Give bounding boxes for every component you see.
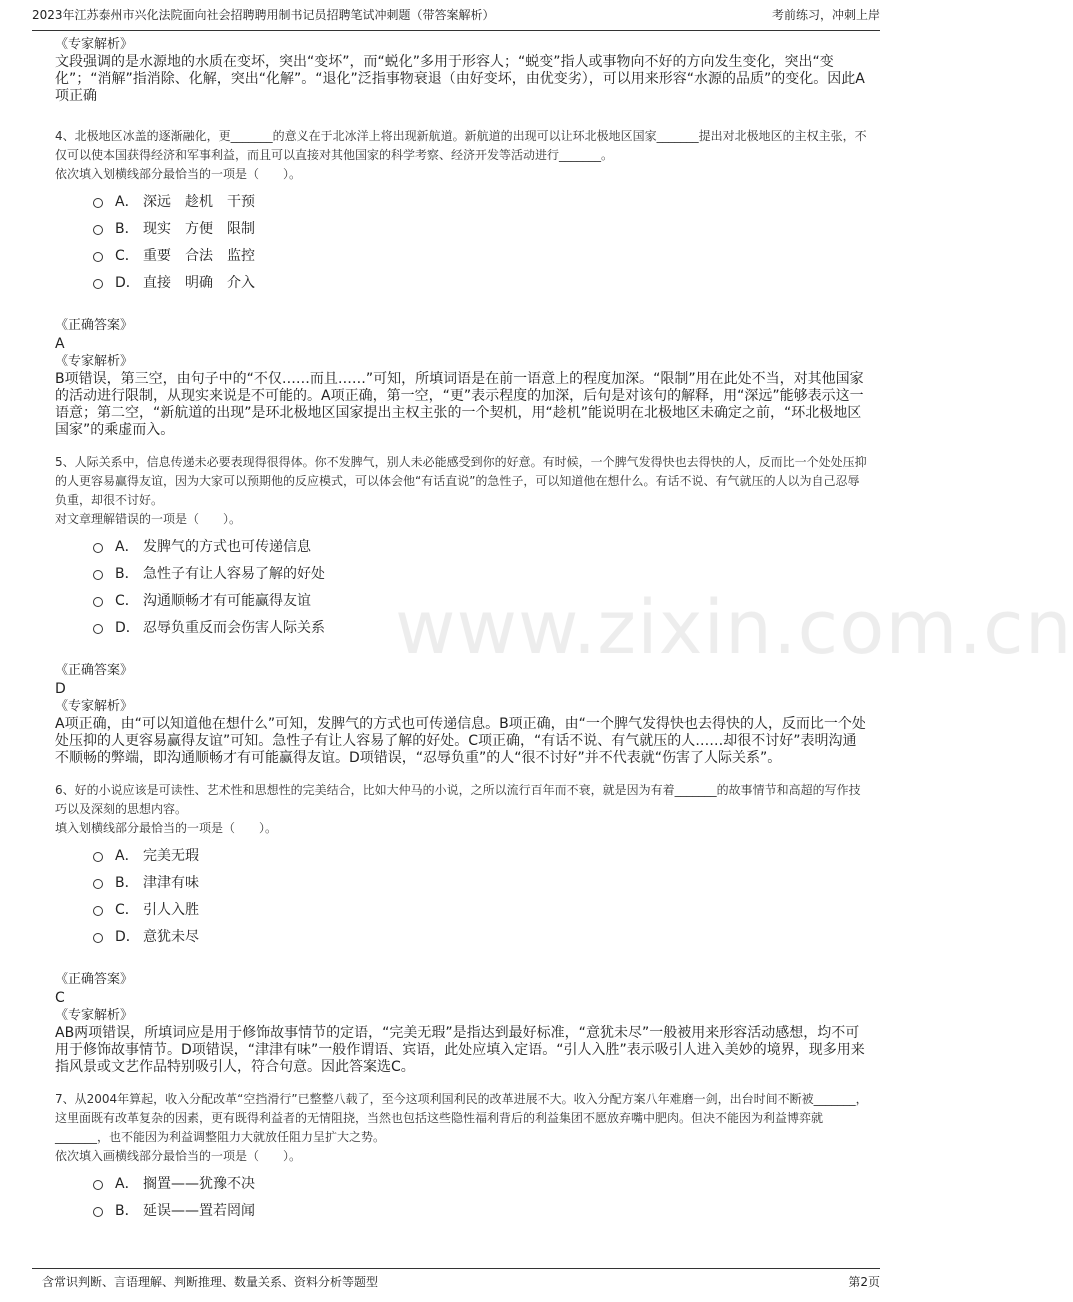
- explanation-text: A项正确，由“可以知道他在想什么”可知，发脾气的方式也可传递信息。B项正确，由“一个脾气发得快也去得快的人，反而比一个处处压抑的人更容易赢得友谊”可知。急性子有让人容易了解的好处。C项正确，“有话不说、有气就压的人……却很不讨好”表明沟通不顺畅的弊端，即沟通顺畅才有可能赢得友谊。D项错误，“忍辱负重”的人“很不讨好”并不代表就“伤害了人际关系”。: [55, 716, 866, 766]
- expert-label: 《专家解析》: [55, 354, 134, 369]
- question-prompt: 依次填入划横线部分最恰当的一项是（ ）。: [55, 167, 302, 181]
- option-word: 干预: [227, 193, 255, 210]
- option-b[interactable]: [55, 868, 870, 895]
- option-d[interactable]: [55, 922, 870, 949]
- option-word: 直接: [143, 274, 171, 291]
- option-word: 监控: [227, 247, 255, 264]
- option-a[interactable]: [55, 1169, 870, 1196]
- watermark: www.zixin.com.cn: [395, 585, 1073, 671]
- answer-label: 《正确答案》: [55, 663, 134, 678]
- option-d[interactable]: [55, 613, 870, 640]
- option-letter: C．: [115, 247, 139, 264]
- radio-icon[interactable]: [93, 1180, 103, 1190]
- document-title: 2023年江苏泰州市兴化法院面向社会招聘聘用制书记员招聘笔试冲刺题（带答案解析）: [32, 8, 495, 22]
- option-letter: A．: [115, 193, 139, 210]
- option-b[interactable]: [55, 1196, 870, 1223]
- question-text: 5、人际关系中，信息传递未必要表现得很得体。你不发脾气，别人未必能感受到你的好意。有时候，一个脾气发得快也去得快的人，反而比一个处处压抑的人更容易赢得友谊，因为大家可以预期他的反应模式，可以体会他“有话直说”的急性子，可以知道他在想什么。有话不说、有气就压的人以为自己忍辱负重，却很不讨好。: [55, 455, 867, 507]
- option-letter: C．: [115, 592, 139, 609]
- page-number: 第2页: [848, 1275, 880, 1289]
- option-text: 发脾气的方式也可传递信息: [143, 538, 311, 555]
- question-text: 4、北极地区冰盖的逐渐融化，更_______的意义在于北冰洋上将出现新航道。新航道的出现可以让环北极地区国家_______提出对北极地区的主权主张，不仅可以使本国获得经济和军事利益，而且可以直接对其他国家的科学考察、经济开发等活动进行_______。: [55, 129, 867, 162]
- option-word: 明确: [185, 274, 213, 291]
- radio-icon[interactable]: [93, 597, 103, 607]
- radio-icon[interactable]: [93, 252, 103, 262]
- question-prompt: 填入划横线部分最恰当的一项是（ ）。: [55, 821, 278, 835]
- explanation-text: 文段强调的是水源地的水质在变坏，突出“变坏”，而“蜕化”多用于形容人；“蜕变”指人或事物向不好的方向发生变化，突出“变化”；“消解”指消除、化解，突出“化解”。“退化”泛指事物衰退（由好变坏，由优变劣），可以用来形容“水源的品质”的变化。因此A项正确: [55, 54, 865, 104]
- option-word: 合法: [185, 247, 213, 264]
- explanation-text: AB两项错误，所填词应是用于修饰故事情节的定语，“完美无瑕”是指达到最好标准，“意犹未尽”一般被用来形容活动感想，均不可用于修饰故事情节。D项错误，“津津有味”一般作谓语、宾语，此处应填入定语。“引人入胜”表示吸引人进入美妙的境界，现多用来指风景或文艺作品特别吸引人，符合句意。因此答案选C。: [55, 1025, 865, 1075]
- radio-icon[interactable]: [93, 933, 103, 943]
- answer-value: A: [55, 336, 65, 352]
- option-a[interactable]: [55, 187, 870, 214]
- option-letter: B．: [115, 874, 139, 891]
- option-letter: B．: [115, 1202, 139, 1219]
- option-letter: D．: [115, 928, 140, 945]
- option-word: 介入: [227, 274, 255, 291]
- option-c[interactable]: [55, 895, 870, 922]
- question-block: [55, 781, 870, 1076]
- question-block: [55, 453, 870, 767]
- expert-label: 《专家解析》: [55, 1008, 134, 1023]
- question-block: [55, 1090, 870, 1223]
- option-word: 方便: [185, 220, 213, 237]
- question-block: [55, 127, 870, 439]
- radio-icon[interactable]: [93, 906, 103, 916]
- question-prompt: 对文章理解错误的一项是（ ）。: [55, 512, 242, 526]
- header-slogan: 考前练习，冲刺上岸: [771, 8, 880, 22]
- option-c[interactable]: [55, 586, 870, 613]
- option-text: 意犹未尽: [143, 928, 199, 945]
- option-word: 现实: [143, 220, 171, 237]
- option-text: 搁置——犹豫不决: [143, 1175, 255, 1192]
- page-footer: [32, 1268, 880, 1299]
- option-text: 忍辱负重反而会伤害人际关系: [143, 619, 325, 636]
- option-word: 限制: [227, 220, 255, 237]
- option-letter: B．: [115, 565, 139, 582]
- explanation-text: B项错误，第三空，由句子中的“不仅……而且……”可知，所填词语是在前一语意上的程度加深。“限制”用在此处不当，对其他国家的活动进行限制，从现实来说是不可能的。A项正确，第一空，“更”表示程度的加深，后句是对该句的解释，用“深远”能够表示这一语意；第二空，“新航道的出现”是环北极地区国家提出主权主张的一个契机，用“趁机”能说明在北极地区未确定之前，“环北极地区国家”的乘虚而入。: [55, 371, 864, 438]
- page-content: [55, 36, 870, 1223]
- option-letter: B．: [115, 220, 139, 237]
- option-b[interactable]: [55, 214, 870, 241]
- option-b[interactable]: [55, 559, 870, 586]
- option-letter: A．: [115, 1175, 139, 1192]
- option-text: 沟通顺畅才有可能赢得友谊: [143, 592, 311, 609]
- option-text: 延误——置若罔闻: [143, 1202, 255, 1219]
- option-c[interactable]: [55, 241, 870, 268]
- footer-note: 含常识判断、言语理解、判断推理、数量关系、资料分析等题型: [42, 1275, 379, 1289]
- radio-icon[interactable]: [93, 198, 103, 208]
- option-letter: A．: [115, 847, 139, 864]
- option-word: 趁机: [185, 193, 213, 210]
- radio-icon[interactable]: [93, 1207, 103, 1217]
- option-letter: D．: [115, 274, 140, 291]
- page-header: [32, 0, 880, 31]
- option-a[interactable]: [55, 841, 870, 868]
- radio-icon[interactable]: [93, 570, 103, 580]
- radio-icon[interactable]: [93, 879, 103, 889]
- option-a[interactable]: [55, 532, 870, 559]
- answer-value: C: [55, 990, 65, 1006]
- option-text: 完美无瑕: [143, 847, 199, 864]
- option-word: 重要: [143, 247, 171, 264]
- radio-icon[interactable]: [93, 624, 103, 634]
- option-text: 津津有味: [143, 874, 199, 891]
- option-letter: A．: [115, 538, 139, 555]
- option-d[interactable]: [55, 268, 870, 295]
- option-letter: D．: [115, 619, 140, 636]
- option-text: 引人入胜: [143, 901, 199, 918]
- expert-label: 《专家解析》: [55, 37, 134, 52]
- radio-icon[interactable]: [93, 225, 103, 235]
- option-word: 深远: [143, 193, 171, 210]
- option-letter: C．: [115, 901, 139, 918]
- option-text: 急性子有让人容易了解的好处: [143, 565, 325, 582]
- question-text: 7、从2004年算起，收入分配改革“空挡滑行”已整整八载了，至今这项利国利民的改革进展不大。收入分配方案八年难磨一剑，出台时间不断被_______，这里面既有改革复杂的因素，更有既得利益者的无情阻挠，当然也包括这些隐性福利背后的利益集团不愿放弃嘴中肥肉。但决不能因为利益博弈就_______，也不能因为利益调整阻力大就放任阻力呈扩大之势。: [55, 1092, 868, 1144]
- expert-label: 《专家解析》: [55, 699, 134, 714]
- answer-label: 《正确答案》: [55, 972, 134, 987]
- radio-icon[interactable]: [93, 543, 103, 553]
- answer-label: 《正确答案》: [55, 318, 134, 333]
- answer-value: D: [55, 681, 66, 697]
- radio-icon[interactable]: [93, 279, 103, 289]
- radio-icon[interactable]: [93, 852, 103, 862]
- question-prompt: 依次填入画横线部分最恰当的一项是（ ）。: [55, 1149, 302, 1163]
- question-text: 6、好的小说应该是可读性、艺术性和思想性的完美结合，比如大仲马的小说，之所以流行百年而不衰，就是因为有着_______的故事情节和高超的写作技巧以及深刻的思想内容。: [55, 783, 861, 816]
